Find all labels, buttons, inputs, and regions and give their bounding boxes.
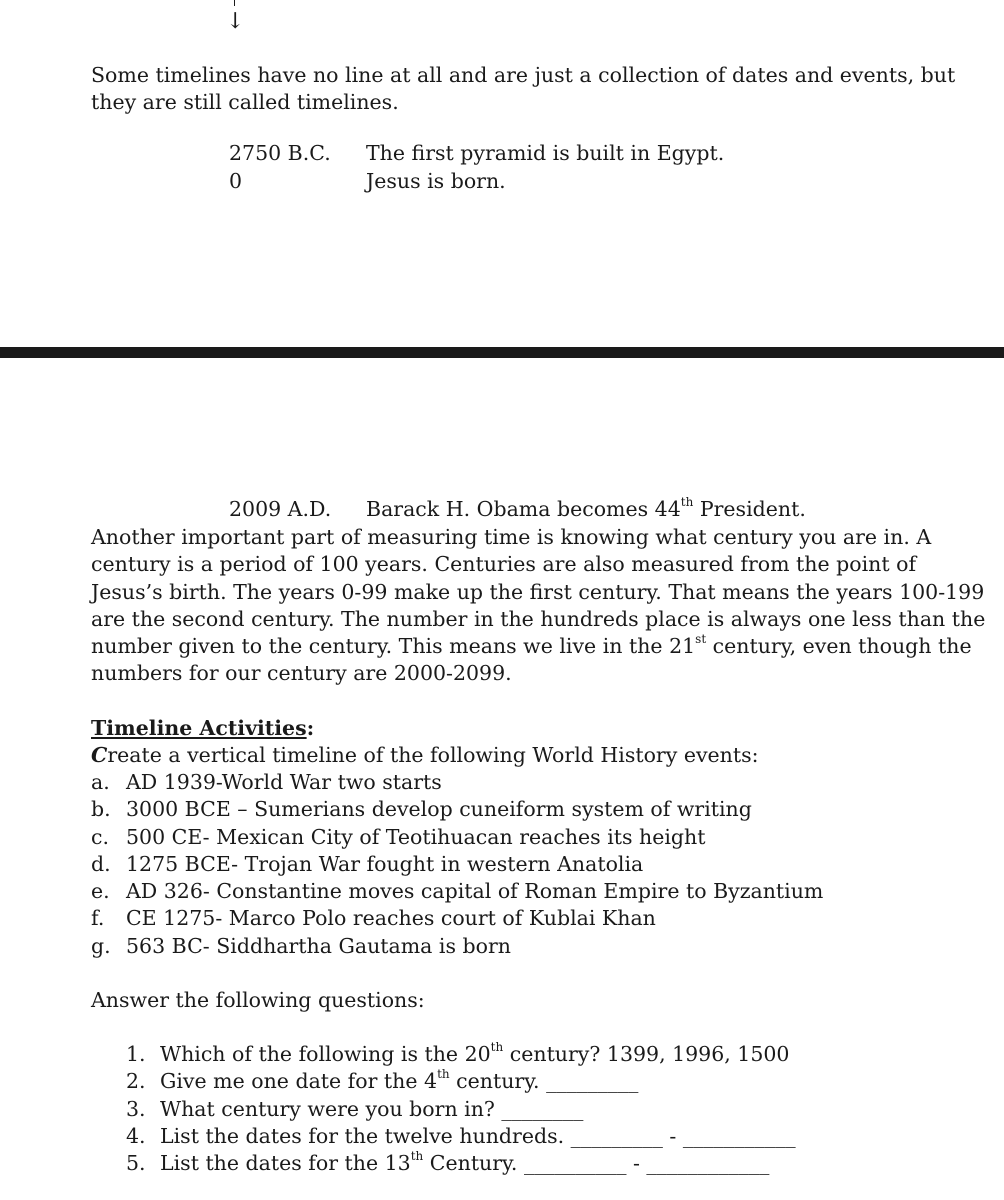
intro-paragraph: Some timelines have no line at all and are just a collection of dates and events, but they are still called timelines. bbox=[91, 63, 956, 115]
down-arrow-icon: ↓ bbox=[226, 9, 245, 34]
century-paragraph: Another important part of measuring time is knowing what century you are in. A century is a period of 100 years. Centuries are also measured from the point of Jesus’s birth. The years 0-99 make up the first century. That means the years 100-199 are the second century. The number in the hundreds place is always one less than the number given to the century. This means we live in the 21st century, even though the numbers for our century are 2000-2099. bbox=[91, 525, 986, 686]
page-divider bbox=[0, 347, 1004, 358]
list-item: g. 563 BC- Siddhartha Gautama is born bbox=[91, 933, 511, 958]
question-item: 2. Give me one date for the 4th century. _________ bbox=[126, 1067, 639, 1094]
list-item: e. AD 326- Constantine moves capital of Roman Empire to Byzantium bbox=[91, 879, 824, 904]
list-item: b. 3000 BCE – Sumerians develop cuneiform system of writing bbox=[91, 797, 752, 822]
activities-heading: Timeline Activities: bbox=[91, 716, 315, 740]
questions-list bbox=[126, 1041, 796, 1177]
question-item: 3. What century were you born in? ________ bbox=[126, 1096, 584, 1121]
list-item: f. CE 1275- Marco Polo reaches court of Kublai Khan bbox=[91, 906, 656, 931]
timeline-date: 0 bbox=[229, 169, 243, 193]
timeline-date: 2750 B.C. bbox=[229, 141, 331, 165]
list-item: c. 500 CE- Mexican City of Teotihuacan reaches its height bbox=[91, 824, 706, 849]
activities-list bbox=[91, 769, 823, 960]
question-item: 5. List the dates for the 13th Century. __________ - ____________ bbox=[126, 1149, 770, 1176]
questions-intro: Answer the following questions: bbox=[91, 988, 425, 1012]
timeline-event: The first pyramid is built in Egypt. bbox=[366, 141, 725, 165]
timeline-event: Jesus is born. bbox=[366, 169, 506, 193]
timeline-event: Barack H. Obama becomes 44th President. bbox=[366, 495, 806, 521]
list-item: a. AD 1939-World War two starts bbox=[91, 770, 442, 794]
question-item: 4. List the dates for the twelve hundreds. _________ - ___________ bbox=[126, 1123, 796, 1148]
activities-instruction: Create a vertical timeline of the following World History events: bbox=[91, 743, 759, 767]
list-item: d. 1275 BCE- Trojan War fought in western Anatolia bbox=[91, 851, 644, 876]
timeline-date: 2009 A.D. bbox=[229, 497, 332, 521]
question-item: 1. Which of the following is the 20th century? 1399, 1996, 1500 bbox=[126, 1040, 790, 1066]
